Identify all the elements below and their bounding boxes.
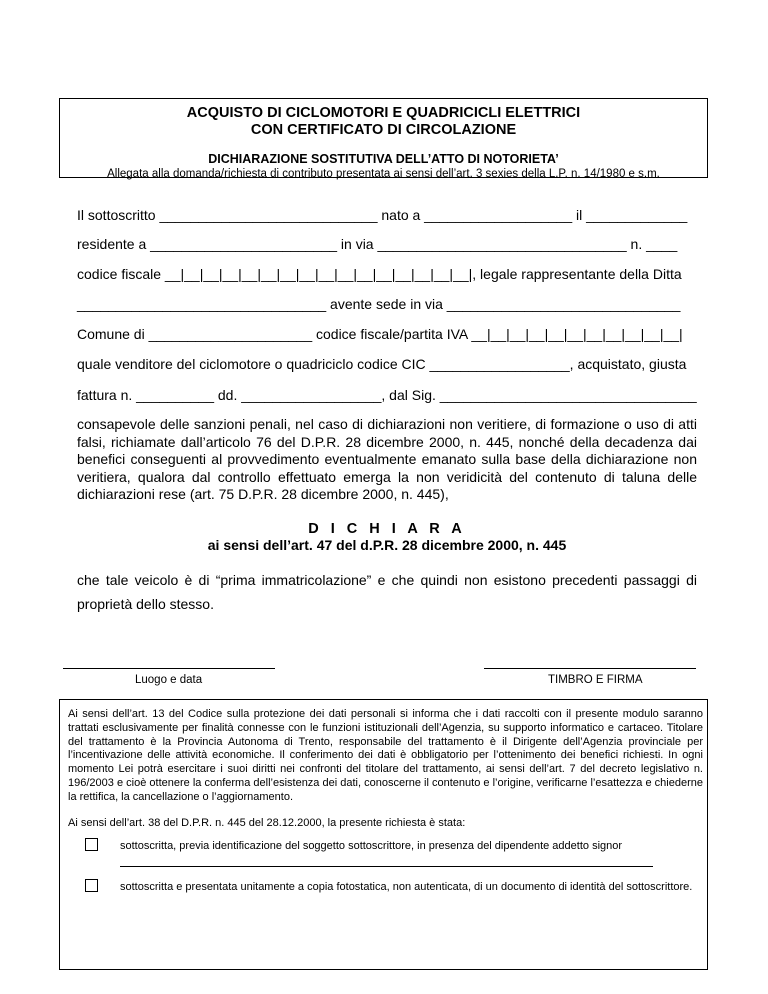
timbro-firma-line[interactable] bbox=[484, 668, 696, 669]
privacy-box bbox=[59, 699, 708, 970]
statement-paragraph: che tale veicolo è di “prima immatricolazione” e che quindi non esistono precedenti passaggi di proprietà dello stesso. bbox=[77, 572, 697, 612]
field-line-codice-fiscale[interactable]: codice fiscale __|__|__|__|__|__|__|__|__|__|__|__|__|__|__|__|, legale rappresentante della Ditta bbox=[77, 266, 682, 282]
checkbox-copy[interactable] bbox=[85, 879, 98, 892]
form-subtitle: DICHIARAZIONE SOSTITUTIVA DELL’ATTO DI NOTORIETA’ bbox=[208, 152, 559, 166]
consapevole-paragraph: consapevole delle sanzioni penali, nel caso di dichiarazioni non veritiere, di formazione o uso di atti falsi, richiamate dall’articolo 76 del D.P.R. 28 dicembre 2000, n. 445, nonché della decadenza dai benefici conseguenti al provvedimento eventualmente emanato sulla base della dichiarazione non veritiera, qualora dal controllo effettuato emerga la non veridicità del contenuto di taluna delle dichiarazioni rese (art. 75 D.P.R. 28 dicembre 2000, n. 445), bbox=[77, 416, 697, 502]
title-line-1: ACQUISTO DI CICLOMOTORI E QUADRICICLI ELETTRICI bbox=[186, 105, 581, 121]
field-line-codice-cic[interactable]: quale venditore del ciclomotore o quadriciclo codice CIC __________________, acquistato, giusta bbox=[77, 356, 687, 372]
luogo-data-line[interactable] bbox=[63, 668, 275, 669]
option-copy-label: sottoscritta e presentata unitamente a copia fotostatica, non autenticata, di un documento di identità del sottoscrittore. bbox=[120, 881, 693, 894]
form-note: Allegata alla domanda/richiesta di contributo presentata ai sensi dell’art. 3 sexies della L.P. n. 14/1980 e s.m. bbox=[107, 168, 660, 180]
dichiara-subheading: ai sensi dell’art. 47 del d.P.R. 28 dicembre 2000, n. 445 bbox=[207, 537, 567, 553]
privacy-text: Ai sensi dell’art. 13 del Codice sulla protezione dei dati personali si informa che i dati raccolti con il presente modulo saranno trattati esclusivamente per finalità connesse con le funzioni istituzionali dell’Agenzia, su supporto informatico e cartaceo. Titolare del trattamento è la Provincia Autonoma di Trento, responsabile del trattamento è il Dirigente dell’Agenzia provinciale per l’incentivazione delle attività economiche. Il conferimento dei dati è obbligatorio per l’ottenimento dei benefici richiesti. In ogni momento Lei potrà esercitare i suoi diritti nei confronti del titolare del trattamento, ai sensi dell’art. 7 del decreto legislativo n. 196/2003 e cioè ottenere la conferma dell’esistenza dei dati, conoscerne il contenuto e l’origine, verificarne l’esattezza e chiederne la rettifica, la cancellazione o l’aggiornamento. bbox=[68, 708, 703, 803]
field-line-fattura[interactable]: fattura n. __________ dd. __________________, dal Sig. _________________________________ bbox=[77, 387, 697, 403]
dichiara-heading: D I C H I A R A bbox=[308, 521, 466, 537]
option-presence bbox=[68, 840, 703, 854]
field-line-residenza[interactable]: residente a ________________________ in via ________________________________ n. ____ bbox=[77, 236, 678, 252]
option-copy bbox=[68, 881, 703, 895]
field-line-sottoscritto[interactable]: Il sottoscritto ____________________________ nato a ___________________ il _____________ bbox=[77, 207, 688, 223]
dichiara-block bbox=[77, 521, 697, 553]
form-title bbox=[60, 105, 707, 139]
form-header bbox=[59, 98, 708, 178]
field-line-comune-piva[interactable]: Comune di _____________________ codice fiscale/partita IVA __|__|__|__|__|__|__|__|__|__|__| bbox=[77, 326, 683, 342]
field-line-sede-ditta[interactable]: ________________________________ avente sede in via ______________________________ bbox=[77, 296, 681, 312]
option-presence-label: sottoscritta, previa identificazione del soggetto sottoscrittore, in presenza del dipendente addetto signor bbox=[120, 840, 623, 853]
addetto-signor-line[interactable] bbox=[120, 866, 653, 867]
timbro-firma-label: TIMBRO E FIRMA bbox=[548, 674, 643, 686]
title-line-2: CON CERTIFICATO DI CIRCOLAZIONE bbox=[250, 122, 517, 138]
luogo-data-label: Luogo e data bbox=[135, 674, 203, 686]
privacy-intro: Ai sensi dell’art. 38 del D.P.R. n. 445 del 28.12.2000, la presente richiesta è stata: bbox=[68, 816, 466, 829]
checkbox-presence[interactable] bbox=[85, 838, 98, 851]
